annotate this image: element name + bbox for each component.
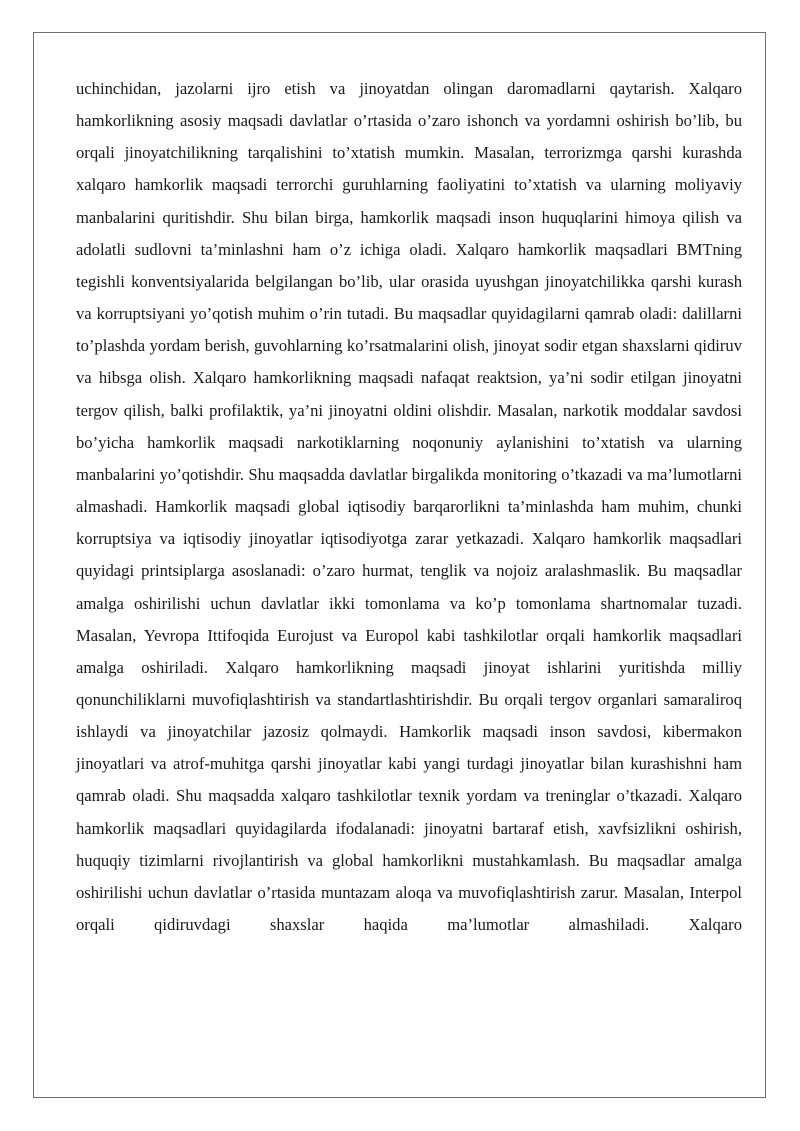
body-paragraph: uchinchidan, jazolarni ijro etish va jinoyatdan olingan daromadlarni qaytarish. Xalqaro hamkorlikning asosiy maqsadi davlatlar o’rtasida o’zaro ishonch va yordamni oshirish bo’lib, bu orqali jinoyatchilikning tarqalishini to’xtatish mumkin. Masalan, terrorizmga qarshi kurashda xalqaro hamkorlik maqsadi terrorchi guruhlarning faoliyatini to’xtatish va ularning moliyaviy manbalarini quritishdir. Shu bilan birga, hamkorlik maqsadi inson huquqlarini himoya qilish va adolatli sudlovni ta’minlashni ham o’z ichiga oladi. Xalqaro hamkorlik maqsadlari BMTning tegishli konventsiyalarida belgilangan bo’lib, ular orasida uyushgan jinoyatchilikka qarshi kurash va korruptsiyani yo’qotish muhim o’rin tutadi. Bu maqsadlar quyidagilarni qamrab oladi: dalillarni to’plashda yordam berish, guvohlarning ko’rsatmalarini olish, jinoyat sodir etgan shaxslarni qidiruv va hibsga olish. Xalqaro hamkorlikning maqsadi nafaqat reaktsion, ya’ni sodir etilgan jinoyatni tergov qilish, balki profilaktik, ya’ni jinoyatni oldini olishdir. Masalan, narkotik moddalar savdosi bo’yicha hamkorlik maqsadi narkotiklarning noqonuniy aylanishini to’xtatish va ularning manbalarini yo’qotishdir. Shu maqsadda davlatlar birgalikda monitoring o’tkazadi va ma’lumotlarni almashadi. Hamkorlik maqsadi global iqtisodiy barqarorlikni ta’minlashda ham muhim, chunki korruptsiya va iqtisodiy jinoyatlar iqtisodiyotga zarar yetkazadi. Xalqaro hamkorlik maqsadlari quyidagi printsiplarga asoslanadi: o’zaro hurmat, tenglik va nojoiz aralashmaslik. Bu maqsadlar amalga oshirilishi uchun davlatlar ikki tomonlama va ko’p tomonlama shartnomalar tuzadi. Masalan, Yevropa Ittifoqida Eurojust va Europol kabi tashkilotlar orqali hamkorlik maqsadlari amalga oshiriladi. Xalqaro hamkorlikning maqsadi jinoyat ishlarini yuritishda milliy qonunchiliklarni muvofiqlashtirish va standartlashtirishdir. Bu orqali tergov organlari samaraliroq ishlaydi va jinoyatchilar jazosiz qolmaydi. Hamkorlik maqsadi inson savdosi, kibermakon jinoyatlari va atrof-muhitga qarshi jinoyatlar kabi yangi turdagi jinoyatlar bilan kurashishni ham qamrab oladi. Shu maqsadda xalqaro tashkilotlar texnik yordam va treninglar o’tkazadi. Xalqaro hamkorlik maqsadlari quyidagilarda ifodalanadi: jinoyatni bartaraf etish, xavfsizlikni oshirish, huquqiy tizimlarni rivojlantirish va global hamkorlikni mustahkamlash. Bu maqsadlar amalga oshirilishi uchun davlatlar o’rtasida muntazam aloqa va muvofiqlashtirish zarur. Masalan, Interpol orqali qidiruvdagi shaxslar haqida ma’lumotlar almashiladi. Xalqaro xyxy=(76,79,742,935)
